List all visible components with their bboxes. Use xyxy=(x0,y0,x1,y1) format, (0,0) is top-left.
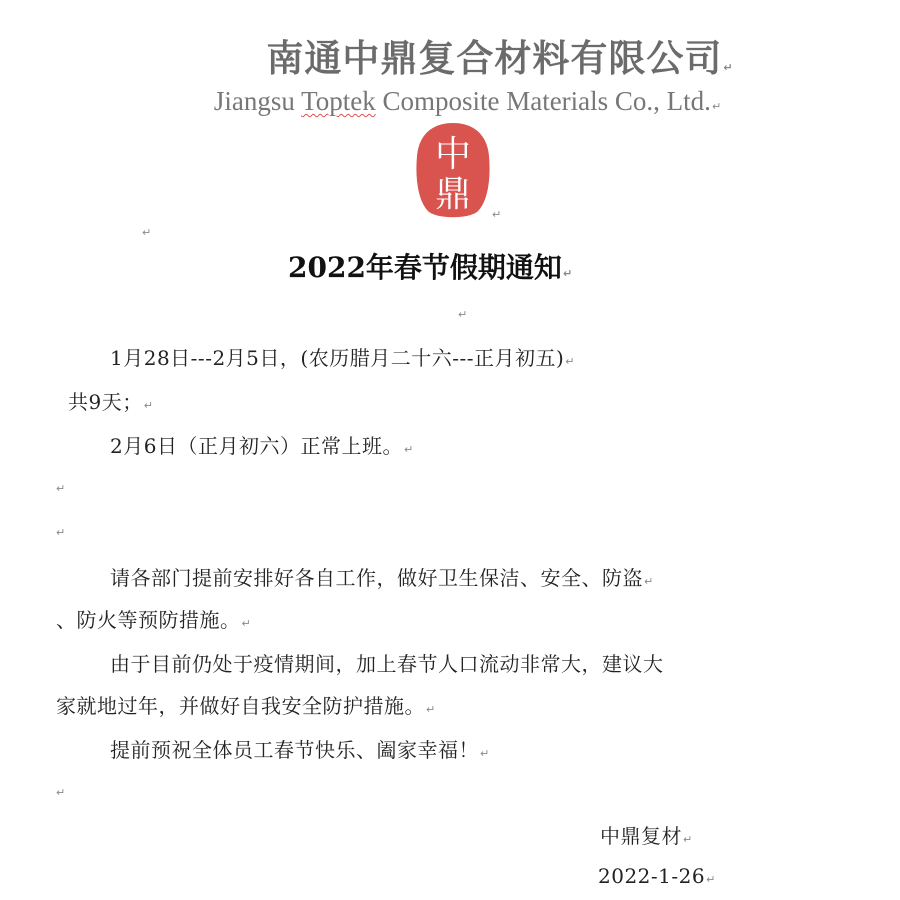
paragraph-mark-icon: ↵ xyxy=(492,208,502,221)
paragraph-mark-icon: ↵ xyxy=(56,526,66,539)
holiday-greeting-line: 提前预祝全体员工春节快乐、阖家幸福！↵ xyxy=(110,738,490,762)
company-name-chinese: 南通中鼎复合材料有限公司↵ xyxy=(266,37,734,80)
seal-char-top: 中 xyxy=(434,134,472,175)
paragraph-mark-icon: ↵ xyxy=(56,482,66,495)
paragraph-mark-icon: ↵ xyxy=(565,355,575,368)
paragraph-mark-icon: ↵ xyxy=(403,443,414,456)
paragraph-mark-icon: ↵ xyxy=(142,226,152,239)
paragraph-mark-icon: ↵ xyxy=(706,873,716,886)
paragraph-mark-icon: ↵ xyxy=(426,703,436,716)
epidemic-advice-line: 由于目前仍处于疫情期间，加上春节人口流动非常大，建议大 xyxy=(110,652,664,676)
epidemic-advice-cont: 家就地过年，并做好自我安全防护措施。↵ xyxy=(56,694,436,718)
department-instructions-line: 请各部门提前安排好各自工作，做好卫生保洁、安全、防盗↵ xyxy=(110,566,654,590)
notice-title: 2022年春节假期通知↵ xyxy=(288,251,573,284)
signature-name: 中鼎复材↵ xyxy=(600,824,693,848)
spellcheck-flagged-word: Toptek xyxy=(301,86,376,116)
signature-date: 2022-1-26↵ xyxy=(598,864,716,888)
paragraph-mark-icon: ↵ xyxy=(458,308,468,321)
company-name-english: Jiangsu Toptek Composite Materials Co., Ltd.↵ xyxy=(213,86,722,116)
holiday-dates-line: 1月28日---2月5日，(农历腊月二十六---正月初五)↵ xyxy=(110,346,575,370)
paragraph-mark-icon: ↵ xyxy=(723,61,734,74)
paragraph-mark-icon: ↵ xyxy=(644,575,654,588)
paragraph-mark-icon: ↵ xyxy=(143,399,154,412)
company-seal-stamp xyxy=(415,120,491,220)
paragraph-mark-icon: ↵ xyxy=(711,100,722,113)
return-to-work-line: 2月6日（正月初六）正常上班。↵ xyxy=(110,434,414,458)
seal-char-bottom: 鼎 xyxy=(434,174,472,215)
paragraph-mark-icon: ↵ xyxy=(56,786,66,799)
holiday-duration-line: 共9天；↵ xyxy=(68,390,154,414)
paragraph-mark-icon: ↵ xyxy=(562,267,573,280)
department-instructions-cont: 、防火等预防措施。↵ xyxy=(56,608,252,632)
paragraph-mark-icon: ↵ xyxy=(241,617,252,630)
paragraph-mark-icon: ↵ xyxy=(683,833,693,846)
paragraph-mark-icon: ↵ xyxy=(480,747,490,760)
